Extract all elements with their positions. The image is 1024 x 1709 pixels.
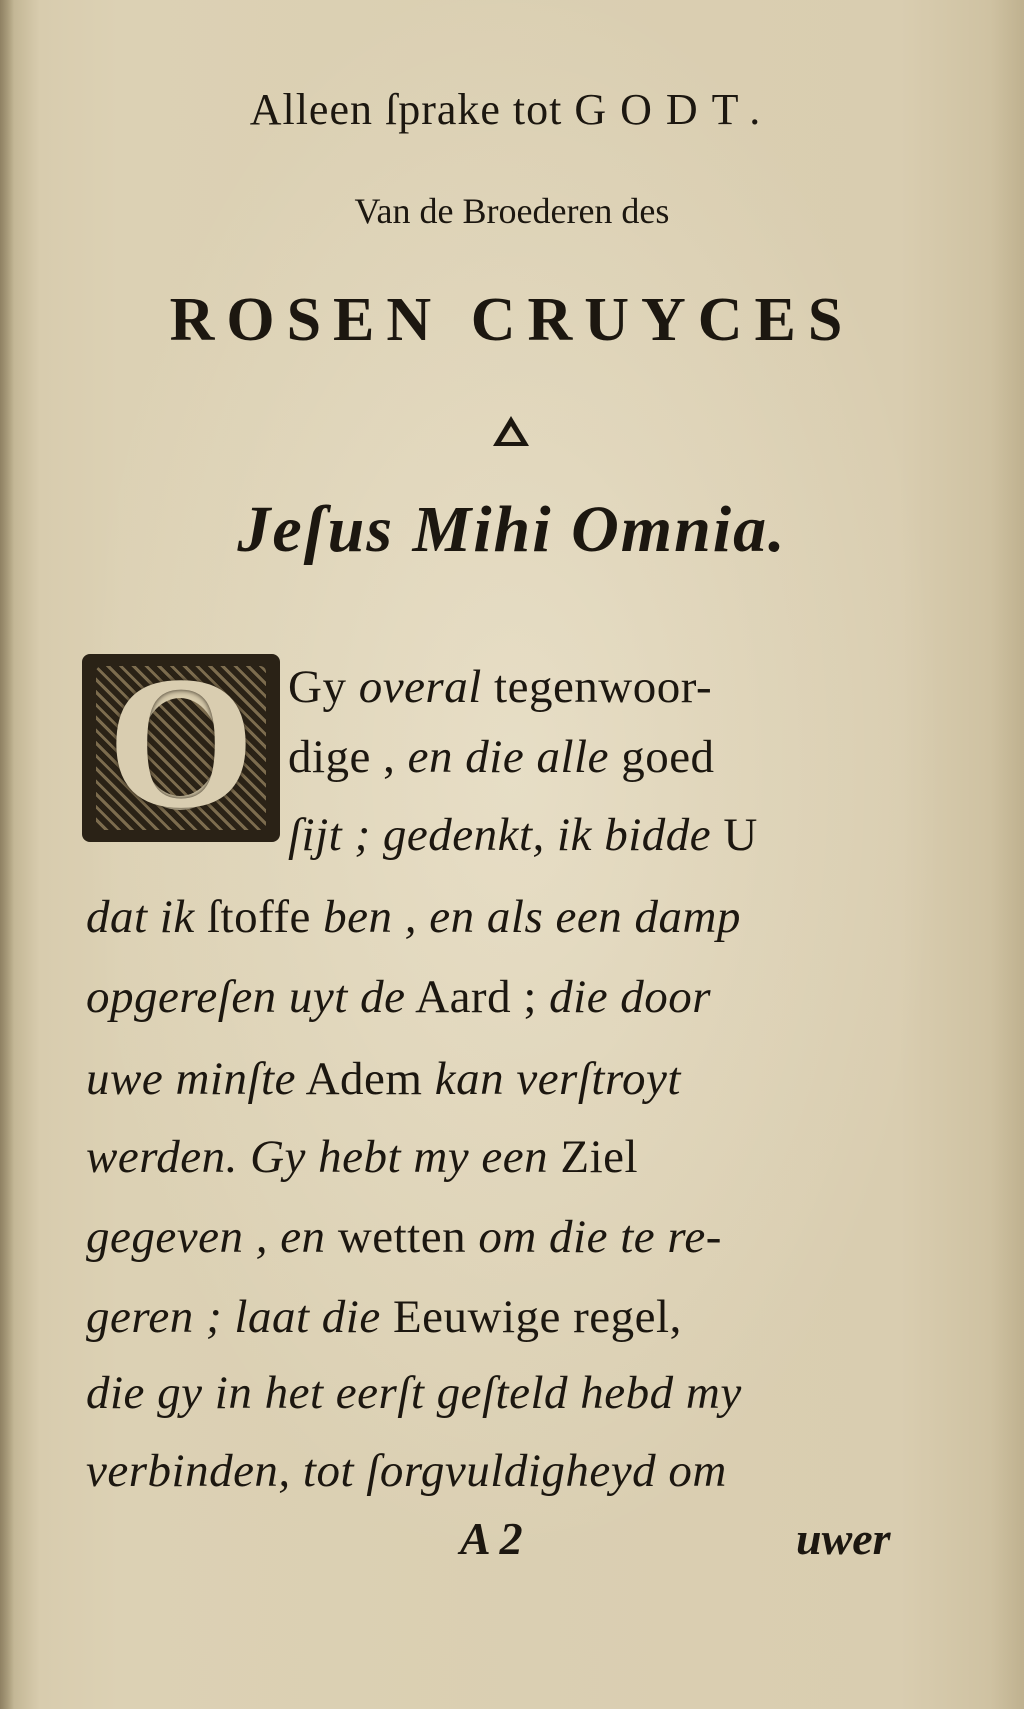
body-line <box>86 1444 936 1498</box>
body-line <box>86 1366 936 1420</box>
motto: Jeſus Mihi Omnia. <box>237 493 787 566</box>
italic-text: om die te re- <box>478 1211 722 1263</box>
italic-text: ben , en als een damp <box>323 891 741 943</box>
subtitle: Van de Broederen des <box>354 191 670 231</box>
italic-text: opgereſen uyt de <box>86 971 406 1023</box>
main-title: ROSEN CRUYCES <box>169 286 855 354</box>
roman-text: goed <box>608 731 715 783</box>
body-line <box>288 808 938 862</box>
italic-text: en die alle <box>407 731 609 783</box>
roman-text: Gy <box>288 661 359 713</box>
triangle-ornament-icon <box>493 416 529 446</box>
italic-text: overal <box>358 661 482 713</box>
catchword: uwer <box>796 1513 891 1564</box>
body-line <box>86 1290 936 1344</box>
roman-text: wetten <box>325 1211 479 1263</box>
roman-text: ſtoffe <box>194 891 324 943</box>
italic-text: gegeven , en <box>86 1211 326 1263</box>
roman-text: Eeuwige regel, <box>380 1291 682 1343</box>
italic-text: geren ; laat die <box>86 1291 381 1343</box>
running-head-prefix: Alleen ſprake tot <box>249 85 563 134</box>
italic-text: werden. Gy hebt my een <box>86 1131 549 1183</box>
italic-text: verbinden, tot ſorgvuldigheyd om <box>86 1445 727 1497</box>
roman-text: U <box>711 809 758 861</box>
body-line <box>86 1130 936 1184</box>
italic-text: die gy in het eerſt geſteld hebd my <box>86 1367 742 1419</box>
italic-text: die door <box>549 971 712 1023</box>
roman-text: Ziel <box>548 1131 639 1183</box>
body-line <box>86 970 936 1024</box>
roman-text: Aard ; <box>405 971 550 1023</box>
page-edge-shadow <box>0 0 14 1709</box>
roman-text: dige , <box>288 731 408 783</box>
body-line <box>86 1052 936 1106</box>
body-line <box>288 660 938 714</box>
running-head-caps: GODT. <box>574 85 775 134</box>
italic-text: ſijt ; gedenkt, ik bidde <box>288 809 712 861</box>
roman-text: Adem <box>295 1053 435 1105</box>
body-line <box>288 730 938 784</box>
italic-text: kan verſtroyt <box>434 1053 681 1105</box>
roman-text: tegenwoor- <box>481 661 713 713</box>
signature-mark: A 2 <box>460 1513 523 1564</box>
decorated-initial <box>82 638 280 848</box>
running-head <box>0 84 1024 135</box>
italic-text: dat ik <box>86 891 195 943</box>
body-line <box>86 1210 936 1264</box>
initial-letter-glyph: O <box>107 638 255 848</box>
body-line <box>86 890 936 944</box>
italic-text: uwe minſte <box>86 1053 296 1105</box>
